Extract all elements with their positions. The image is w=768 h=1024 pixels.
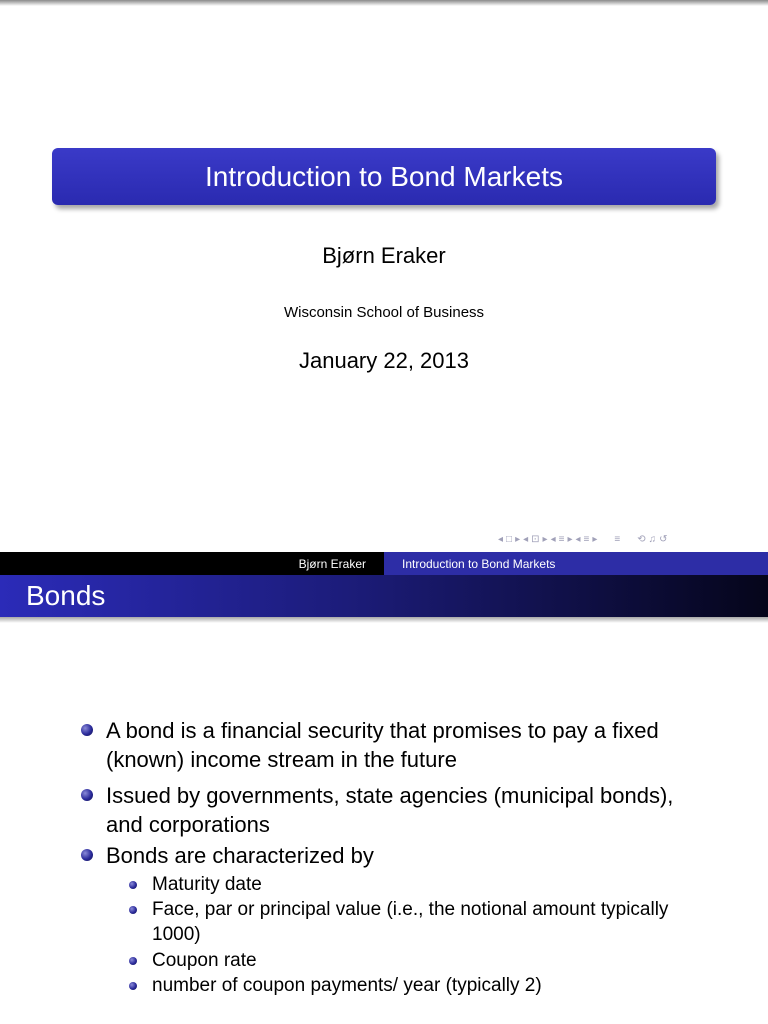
title-box bbox=[52, 148, 716, 205]
frame-title-shadow bbox=[0, 617, 768, 623]
headline-title: Introduction to Bond Markets bbox=[384, 552, 768, 575]
institute-name: Wisconsin School of Business bbox=[283, 304, 485, 321]
nav-document-icon[interactable]: ≡ bbox=[614, 533, 621, 545]
nav-prev-section-icon[interactable]: ◂ bbox=[575, 533, 581, 545]
nav-forward-icon[interactable]: ↺ bbox=[659, 533, 668, 545]
sub-list-item-text: Face, par or principal value (i.e., the notional amount typically 1000) bbox=[152, 899, 669, 945]
nav-next-section-icon[interactable]: ▸ bbox=[592, 533, 598, 545]
sub-list-item-text: Maturity date bbox=[152, 874, 262, 895]
sub-bullet-ball-icon bbox=[129, 957, 137, 965]
headline-bar bbox=[0, 552, 768, 575]
nav-search-icon[interactable]: ♫ bbox=[648, 533, 657, 545]
nav-prev-slide-icon[interactable]: ◂ bbox=[498, 533, 504, 545]
nav-prev-frame-icon[interactable]: ◂ bbox=[523, 533, 529, 545]
nav-next-frame-icon[interactable]: ▸ bbox=[542, 533, 548, 545]
sub-bullet-ball-icon bbox=[129, 881, 137, 889]
sub-list-item-text: Coupon rate bbox=[152, 950, 257, 971]
list-item-text: A bond is a financial security that promises to pay a fixed (known) income stream in the future bbox=[106, 718, 659, 772]
list-item-text: Issued by governments, state agencies (municipal bonds), and corporations bbox=[106, 783, 674, 837]
list-item-text: Bonds are characterized by bbox=[106, 843, 374, 868]
nav-back-icon[interactable]: ⟲ bbox=[637, 533, 646, 545]
bullet-ball-icon bbox=[81, 724, 93, 736]
nav-next-subsection-icon[interactable]: ▸ bbox=[567, 533, 573, 545]
frame-title bbox=[0, 575, 768, 617]
presentation-date: January 22, 2013 bbox=[298, 348, 470, 373]
bullet-ball-icon bbox=[81, 789, 93, 801]
presentation-title: Introduction to Bond Markets bbox=[205, 160, 563, 192]
author-name: Bjørn Eraker bbox=[322, 243, 446, 268]
nav-subsection-icon[interactable]: ≡ bbox=[558, 533, 565, 545]
headline-author: Bjørn Eraker bbox=[298, 556, 366, 571]
nav-section-icon[interactable]: ≡ bbox=[583, 533, 590, 545]
frame-title-text: Bonds bbox=[26, 580, 106, 611]
nav-frame-icon[interactable]: ⊡ bbox=[531, 533, 540, 545]
nav-next-slide-icon[interactable]: ▸ bbox=[515, 533, 521, 545]
bullet-ball-icon bbox=[81, 849, 93, 861]
sub-bullet-ball-icon bbox=[129, 906, 137, 914]
nav-prev-subsection-icon[interactable]: ◂ bbox=[550, 533, 556, 545]
nav-slide-icon[interactable]: □ bbox=[506, 533, 513, 545]
beamer-navigation-bar bbox=[498, 531, 668, 547]
sub-bullet-ball-icon bbox=[129, 982, 137, 990]
sub-list-item-text: number of coupon payments/ year (typically 2) bbox=[152, 975, 542, 996]
